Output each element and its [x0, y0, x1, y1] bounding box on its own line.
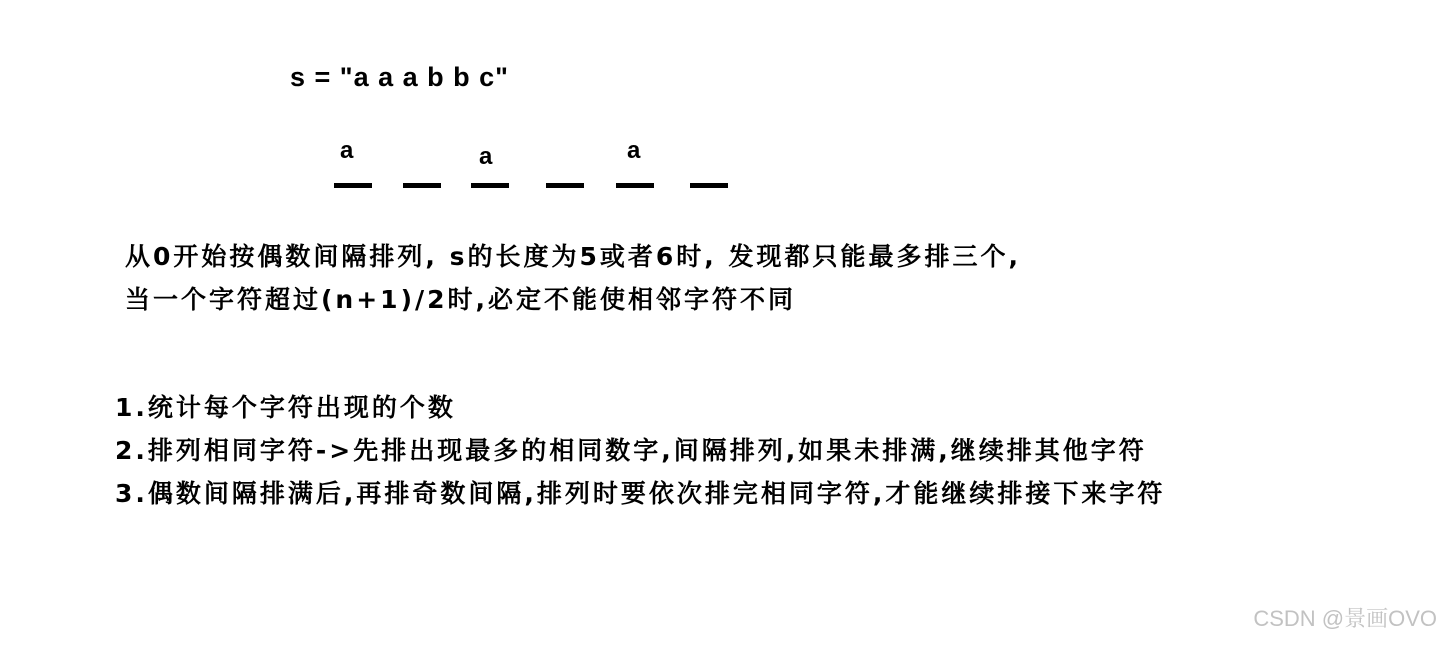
slot-letter-1: a — [340, 137, 354, 164]
slot-blank-5 — [616, 183, 654, 188]
step-1: 1.统计每个字符出现的个数 — [115, 393, 456, 422]
slot-letter-3: a — [627, 137, 641, 164]
slot-blank-4 — [546, 183, 584, 188]
note-line-2: 当一个字符超过(n+1)/2时,必定不能使相邻字符不同 — [125, 285, 797, 314]
watermark: CSDN @景画OVO — [1253, 606, 1437, 631]
slot-blank-2 — [403, 183, 441, 188]
slot-letter-2: a — [479, 143, 493, 170]
slot-blank-1 — [334, 183, 372, 188]
step-2: 2.排列相同字符->先排出现最多的相同数字,间隔排列,如果未排满,继续排其他字符 — [115, 436, 1147, 465]
step-3: 3.偶数间隔排满后,再排奇数间隔,排列时要依次排完相同字符,才能继续排接下来字符 — [115, 479, 1166, 508]
slot-blank-3 — [471, 183, 509, 188]
note-line-1: 从0开始按偶数间隔排列, s的长度为5或者6时, 发现都只能最多排三个, — [125, 242, 1021, 271]
string-expression: s = "a a a b b c" — [290, 62, 509, 92]
slot-blank-6 — [690, 183, 728, 188]
